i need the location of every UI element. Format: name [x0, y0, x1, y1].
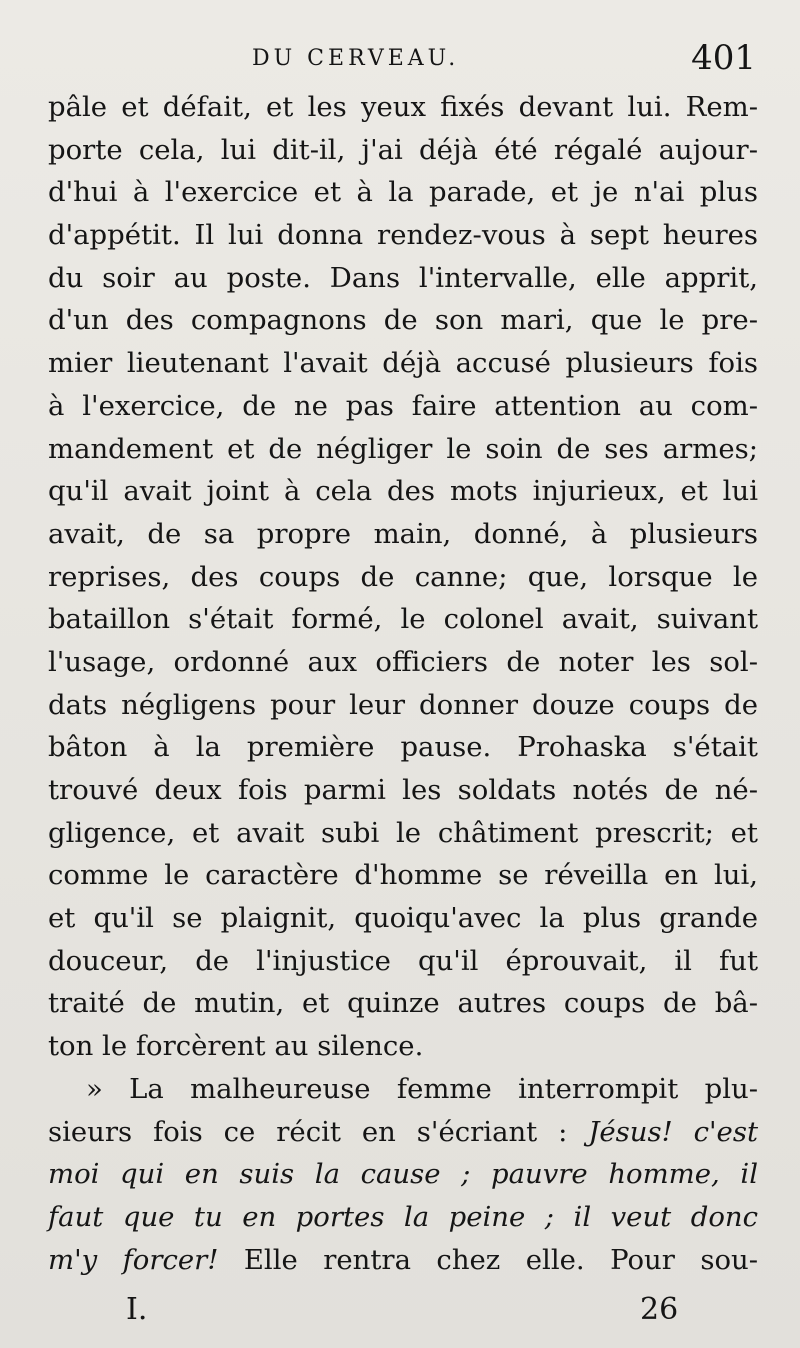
text-line: douceur, de l'injustice qu'il éprouvait, il fut [48, 944, 758, 977]
text-line: et qu'il se plaignit, quoiqu'avec la plus grande [48, 902, 758, 935]
text-line: porte cela, lui dit-il, j'ai déjà été régalé aujour- [48, 133, 758, 166]
text-segment: Elle rentra chez elle. Pour sou- [218, 1243, 759, 1276]
text-line: d'appétit. Il lui donna rendez-vous à sept heures [48, 219, 758, 252]
text-line: mandement et de négliger le soin de ses armes; [48, 432, 758, 465]
text-line: à l'exercice, de ne pas faire attention au com- [48, 389, 758, 422]
text-line: comme le caractère d'homme se réveilla en lui, [48, 859, 758, 892]
text-segment: sieurs fois ce récit en s'écriant : [48, 1115, 589, 1148]
page-header [0, 38, 800, 88]
text-line: pâle et défait, et les yeux fixés devant lui. Rem- [48, 91, 758, 123]
text-line: bataillon s'était formé, le colonel avait, suivant [48, 603, 758, 636]
text-line: mier lieutenant l'avait déjà accusé plusieurs fois [48, 347, 758, 380]
body-text [48, 86, 758, 1281]
signature-mark: I. [126, 1292, 148, 1327]
text-line: traité de mutin, et quinze autres coups de bâ- [48, 987, 758, 1020]
italic-segment: m'y forcer! [48, 1243, 219, 1276]
text-line: gligence, et avait subi le châtiment prescrit; et [48, 816, 758, 849]
text-line: ton le forcèrent au silence. [48, 1030, 424, 1063]
running-head: DU CERVEAU. [252, 46, 460, 71]
text-line [48, 1111, 758, 1154]
italic-segment: Jésus! c'est [588, 1115, 758, 1148]
page-number: 401 [691, 38, 756, 78]
text-line: dats négligens pour leur donner douze coups de [48, 688, 758, 721]
text-line-italic: faut que tu en portes la peine ; il veut donc [48, 1200, 758, 1233]
text-line-italic: moi qui en suis la cause ; pauvre homme, il [48, 1158, 758, 1191]
text-line: d'un des compagnons de son mari, que le pre- [48, 304, 758, 337]
text-line: l'usage, ordonné aux officiers de noter les sol- [48, 645, 758, 678]
text-line: avait, de sa propre main, donné, à plusieurs [48, 517, 758, 550]
page-footer [0, 1292, 800, 1342]
text-line: d'hui à l'exercice et à la parade, et je n'ai plus [48, 176, 758, 209]
text-line: du soir au poste. Dans l'intervalle, elle apprit, [48, 261, 758, 294]
text-line: bâton à la première pause. Prohaska s'était [48, 731, 758, 764]
signature-number: 26 [640, 1292, 679, 1327]
text-line [48, 1239, 758, 1282]
text-line-paragraph-start: » La malheureuse femme interrompit plu- [86, 1072, 758, 1105]
text-line: trouvé deux fois parmi les soldats notés de né- [48, 774, 758, 806]
text-line: qu'il avait joint à cela des mots injurieux, et lui [48, 475, 758, 508]
text-line: reprises, des coups de canne; que, lorsque le [48, 560, 758, 593]
